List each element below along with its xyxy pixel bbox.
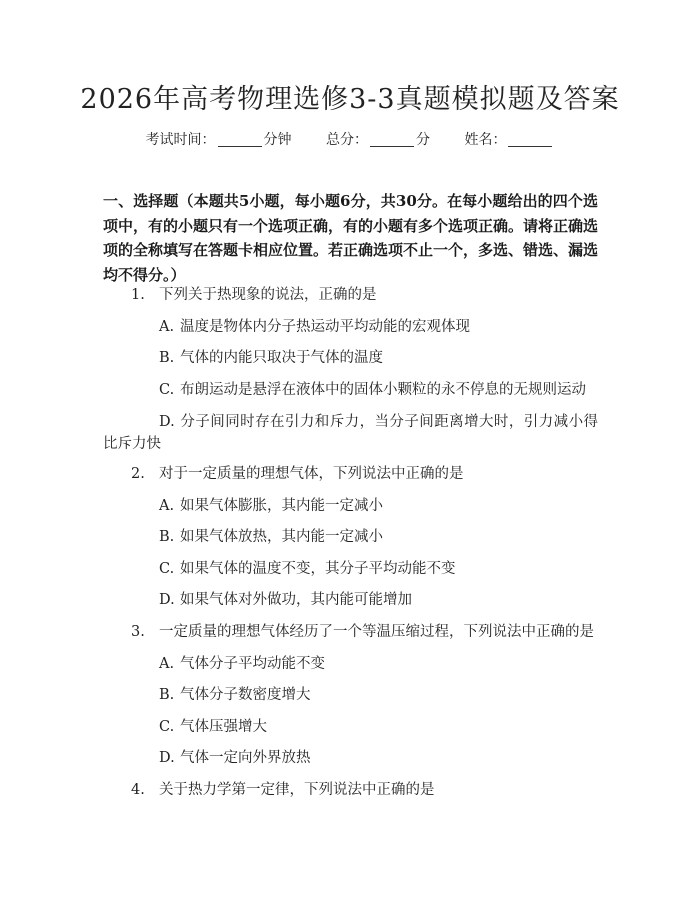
option-letter: C. bbox=[159, 561, 175, 577]
time-field bbox=[146, 132, 296, 148]
option-text: 气体压强增大 bbox=[180, 719, 267, 735]
name-label: 姓名： bbox=[464, 132, 507, 148]
name-field bbox=[464, 132, 554, 148]
question-4-stem bbox=[131, 780, 435, 800]
question-text: 关于热力学第一定律，下列说法中正确的是 bbox=[159, 782, 435, 798]
question-text: 下列关于热现象的说法，正确的是 bbox=[159, 287, 377, 303]
score-blank bbox=[370, 132, 414, 147]
question-1-stem bbox=[131, 285, 377, 305]
question-3-stem bbox=[131, 622, 594, 642]
option-letter: D. bbox=[159, 414, 175, 430]
question-2-option-c bbox=[159, 559, 456, 579]
question-number: 2. bbox=[131, 466, 145, 482]
option-text: 气体的内能只取决于气体的温度 bbox=[180, 350, 383, 366]
option-letter: D. bbox=[159, 592, 175, 608]
option-letter: A. bbox=[159, 319, 175, 335]
option-letter: C. bbox=[159, 382, 175, 398]
question-1-option-b bbox=[159, 348, 383, 368]
question-number: 3. bbox=[131, 624, 145, 640]
question-2-option-a bbox=[159, 496, 383, 516]
exam-meta bbox=[0, 130, 700, 150]
option-text: 分子间同时存在引力和斥力，当分子间距离增大时，引力减小得比斥力快 bbox=[103, 414, 598, 452]
section-heading: 一、选择题（本题共5小题，每小题6分，共30分。在每小题给出的四个选项中，有的小题只有一个选项正确，有的小题有多个选项正确。请将正确选项的全称填写在答题卡相应位置。若正确选项不止一个，多选、错选、漏选均不得分。） bbox=[103, 192, 599, 284]
page-title: 2026年高考物理选修3-3真题模拟题及答案 bbox=[80, 84, 620, 115]
question-number: 4. bbox=[131, 782, 145, 798]
option-text: 如果气体膨胀，其内能一定减小 bbox=[180, 498, 383, 514]
question-3-option-c bbox=[159, 717, 267, 737]
option-text: 布朗运动是悬浮在液体中的固体小颗粒的永不停息的无规则运动 bbox=[180, 382, 586, 398]
time-label: 考试时间： bbox=[145, 132, 216, 148]
score-label: 总分： bbox=[326, 132, 368, 148]
time-blank bbox=[218, 132, 262, 147]
option-letter: B. bbox=[159, 529, 175, 545]
option-letter: A. bbox=[159, 656, 175, 672]
question-2-stem bbox=[131, 464, 464, 484]
time-unit: 分钟 bbox=[263, 132, 292, 148]
option-letter: D. bbox=[159, 750, 175, 766]
option-letter: C. bbox=[159, 719, 175, 735]
score-unit: 分 bbox=[416, 132, 430, 148]
question-3-option-b bbox=[159, 685, 311, 705]
question-1-option-a bbox=[159, 317, 470, 337]
question-1-option-c bbox=[159, 380, 586, 400]
option-letter: A. bbox=[159, 498, 175, 514]
option-text: 如果气体对外做功，其内能可能增加 bbox=[180, 592, 412, 608]
question-3-option-a bbox=[159, 654, 325, 674]
question-2-option-d bbox=[159, 590, 412, 610]
question-1-option-d bbox=[103, 411, 598, 455]
question-text: 一定质量的理想气体经历了一个等温压缩过程，下列说法中正确的是 bbox=[159, 624, 594, 640]
option-text: 如果气体放热，其内能一定减小 bbox=[180, 529, 383, 545]
question-2-option-b bbox=[159, 527, 383, 547]
option-text: 气体分子数密度增大 bbox=[180, 687, 311, 703]
question-3-option-d bbox=[159, 748, 311, 768]
question-text: 对于一定质量的理想气体，下列说法中正确的是 bbox=[159, 466, 464, 482]
name-blank bbox=[508, 132, 552, 147]
score-field bbox=[326, 132, 434, 148]
option-text: 气体分子平均动能不变 bbox=[180, 656, 325, 672]
option-text: 如果气体的温度不变，其分子平均动能不变 bbox=[180, 561, 456, 577]
option-letter: B. bbox=[159, 687, 175, 703]
question-number: 1. bbox=[131, 287, 145, 303]
option-text: 气体一定向外界放热 bbox=[180, 750, 311, 766]
option-text: 温度是物体内分子热运动平均动能的宏观体现 bbox=[180, 319, 470, 335]
option-letter: B. bbox=[159, 350, 175, 366]
